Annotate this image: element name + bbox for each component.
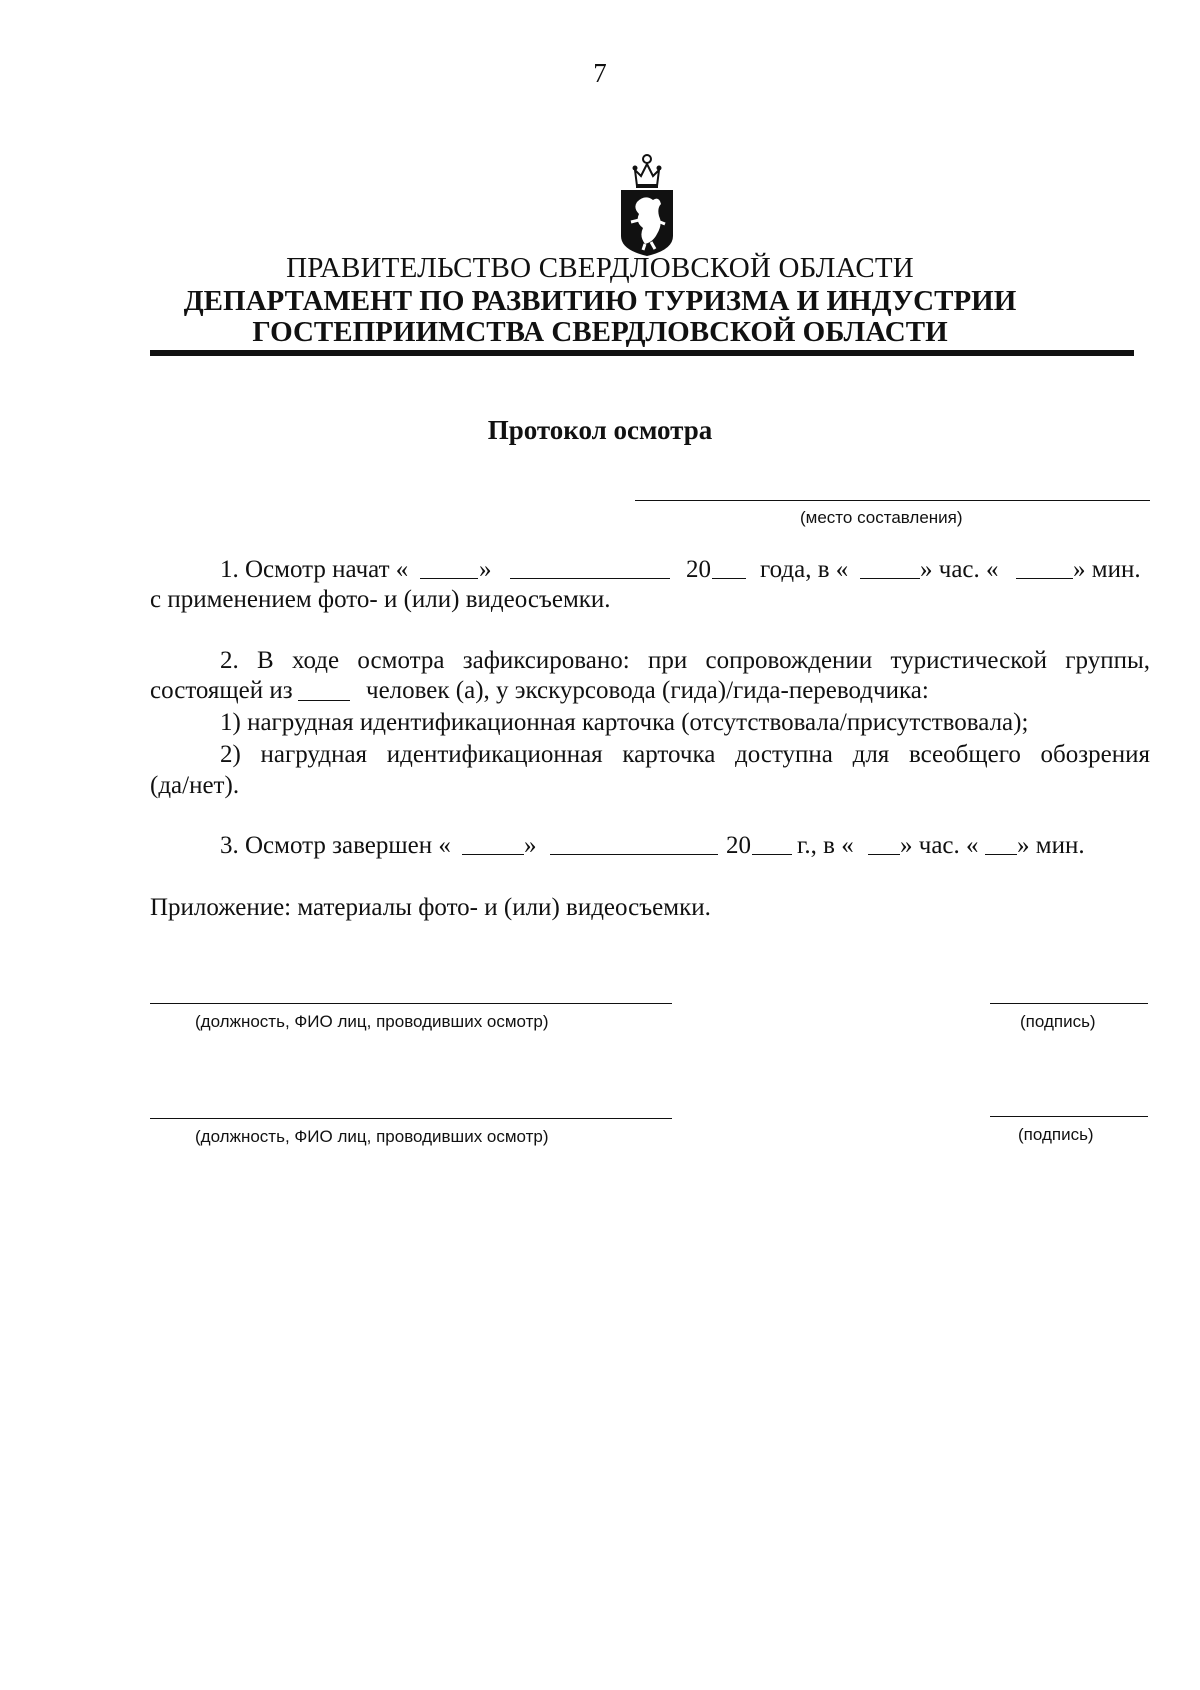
signature-line xyxy=(990,1003,1148,1004)
item3-minute-word: » мин. xyxy=(1017,832,1085,859)
item1-start: 1. Осмотр начат « xyxy=(220,556,409,583)
item2-line2-end: человек (а), у экскурсовода (гида)/гида-переводчика: xyxy=(366,677,929,704)
item1-line2: с применением фото- и (или) видеосъемки. xyxy=(150,586,611,613)
item3-hour-word: » час. « xyxy=(900,832,979,859)
item1-minute-blank xyxy=(1016,558,1073,579)
item3-minute-blank xyxy=(985,834,1017,855)
item2-count-blank xyxy=(298,680,350,701)
department-name-line-2: ГОСТЕПРИИМСТВА СВЕРДЛОВСКОЙ ОБЛАСТИ xyxy=(252,316,948,348)
item1-year-prefix: 20 xyxy=(686,556,711,583)
signature-line xyxy=(990,1116,1148,1117)
item3-year-word: г., в « xyxy=(797,832,854,859)
position-line xyxy=(150,1003,672,1004)
appendix: Приложение: материалы фото- и (или) видеосъемки. xyxy=(150,894,711,921)
item3-year-prefix: 20 xyxy=(726,832,751,859)
item3-month-blank xyxy=(550,834,718,855)
item3-quote-close: » xyxy=(524,832,537,859)
item2-sub1: 1) нагрудная идентификационная карточка (отсутствовала/присутствовала); xyxy=(220,709,1029,736)
coat-of-arms-icon xyxy=(617,150,677,258)
item2-sub2-line2: (да/нет). xyxy=(150,772,240,799)
item1-minute-word: » мин. xyxy=(1073,556,1141,583)
signature-caption: (подпись) xyxy=(1018,1125,1094,1144)
place-line xyxy=(635,500,1150,501)
item3-year-blank xyxy=(752,834,792,855)
item3-hour-blank xyxy=(868,834,900,855)
item3-start: 3. Осмотр завершен « xyxy=(220,832,451,859)
signature-caption: (подпись) xyxy=(1020,1012,1096,1031)
header-rule xyxy=(150,350,1134,356)
item1-month-blank xyxy=(510,558,670,579)
item1-hour-blank xyxy=(860,558,920,579)
government-name: ПРАВИТЕЛЬСТВО СВЕРДЛОВСКОЙ ОБЛАСТИ xyxy=(286,252,914,284)
position-line xyxy=(150,1118,672,1119)
item1-day-blank xyxy=(420,558,478,579)
page-number: 7 xyxy=(593,58,607,88)
item1-hour-word: » час. « xyxy=(920,556,999,583)
item2-sub2-line1: 2) нагрудная идентификационная карточка доступна для всеобщего обозрения xyxy=(220,741,1150,768)
department-name-line-1: ДЕПАРТАМЕНТ ПО РАЗВИТИЮ ТУРИЗМА И ИНДУСТРИИ xyxy=(183,285,1017,317)
item1-year-blank xyxy=(712,558,746,579)
item1-quote-close: » xyxy=(479,556,492,583)
item1-year-word: года, в « xyxy=(760,556,849,583)
position-caption: (должность, ФИО лиц, проводивших осмотр) xyxy=(195,1127,549,1146)
position-caption: (должность, ФИО лиц, проводивших осмотр) xyxy=(195,1012,549,1031)
document-title: Протокол осмотра xyxy=(487,415,713,445)
place-caption: (место составления) xyxy=(800,508,963,527)
item2-line2-start: состоящей из xyxy=(150,677,293,704)
item3-day-blank xyxy=(462,834,524,855)
item2-line1: 2. В ходе осмотра зафиксировано: при сопровождении туристической группы, xyxy=(220,647,1150,674)
